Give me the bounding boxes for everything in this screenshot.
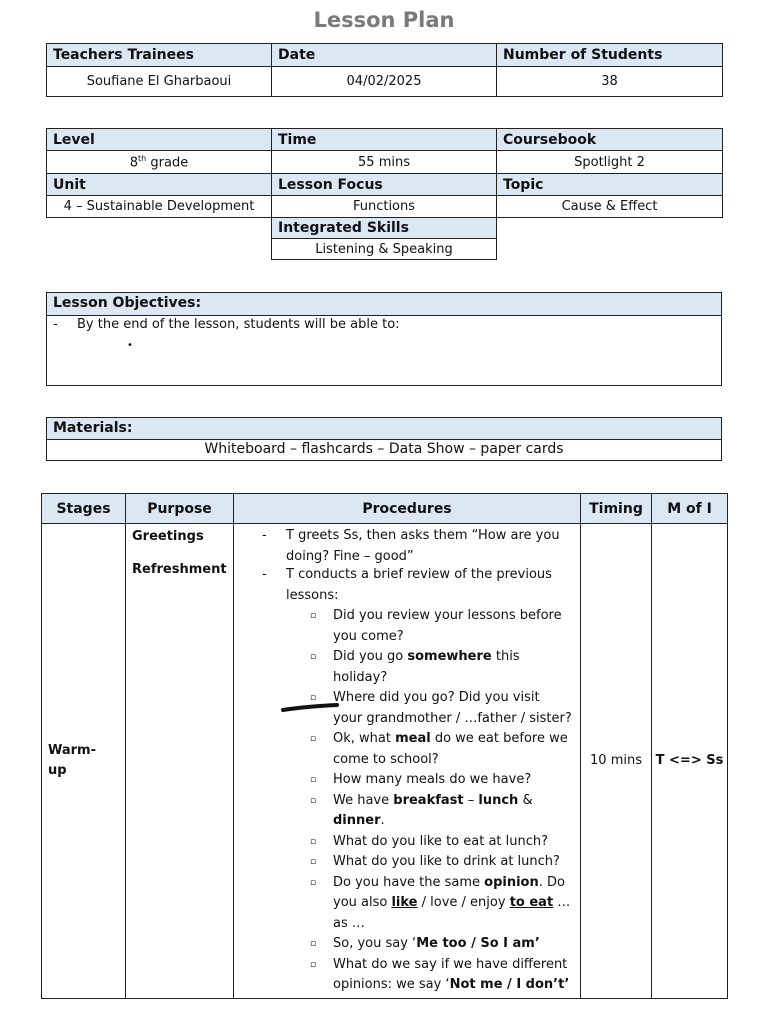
level-header: Level bbox=[47, 129, 272, 151]
trainee-name: Soufiane El Gharbaoui bbox=[47, 67, 272, 97]
lesson-focus-value: Functions bbox=[272, 196, 497, 218]
integrated-skills-header: Integrated Skills bbox=[272, 218, 497, 239]
coursebook-value: Spotlight 2 bbox=[497, 151, 723, 174]
review-question: ▫ Ok, what meal do we eat before we come to school? bbox=[310, 731, 568, 767]
purpose-header: Purpose bbox=[126, 494, 234, 524]
review-question: ▫ We have breakfast – lunch & dinner. bbox=[310, 792, 533, 828]
time-value: 55 mins bbox=[272, 151, 497, 174]
objective-intro: - By the end of the lesson, students will be able to: bbox=[53, 317, 400, 332]
procedures-header: Procedures bbox=[234, 494, 581, 524]
stage-label: Warm-up bbox=[48, 742, 97, 778]
review-question: ▫ How many meals do we have? bbox=[310, 772, 532, 787]
materials-header: Materials: bbox=[47, 418, 721, 440]
dash-marker: - bbox=[53, 317, 58, 332]
pen-stroke-mark bbox=[281, 701, 341, 715]
procedure-table bbox=[41, 493, 728, 999]
topic-header: Topic bbox=[497, 174, 723, 196]
date-header: Date bbox=[272, 44, 497, 67]
review-question: ▫ Did you go somewhere this holiday? bbox=[310, 649, 520, 685]
stages-header: Stages bbox=[42, 494, 126, 524]
stage-cell bbox=[42, 524, 126, 999]
timing-value: 10 mins bbox=[581, 524, 652, 999]
number-of-students-header: Number of Students bbox=[497, 44, 723, 67]
review-question: ▫ Where did you go? Did you visit your grandmother / …father / sister? bbox=[310, 690, 572, 726]
unit-header: Unit bbox=[47, 174, 272, 196]
review-question: ▫ What do we say if we have different opinions: we say ‘Not me / I don’t’ bbox=[310, 956, 570, 992]
coursebook-header: Coursebook bbox=[497, 129, 723, 151]
lesson-info-table bbox=[46, 128, 723, 260]
integrated-skills-value: Listening & Speaking bbox=[272, 239, 497, 260]
unit-value: 4 – Sustainable Development bbox=[47, 196, 272, 218]
review-question: ▫ Do you have the same opinion. Do you also like / love / enjoy to eat … as … bbox=[310, 874, 571, 931]
purpose-refreshment: Refreshment bbox=[132, 562, 227, 577]
purpose-cell bbox=[126, 524, 234, 999]
teachers-trainees-header: Teachers Trainees bbox=[47, 44, 272, 67]
lesson-objectives-box bbox=[46, 292, 722, 386]
procedures-cell bbox=[234, 524, 581, 999]
review-question: ▫ Did you review your lessons before you come? bbox=[310, 608, 562, 644]
materials-box bbox=[46, 417, 722, 461]
procedure-step: - T conducts a brief review of the previous lessons: bbox=[262, 567, 552, 603]
materials-list: Whiteboard – flashcards – Data Show – paper cards bbox=[204, 441, 564, 457]
students-count: 38 bbox=[497, 67, 723, 97]
review-question: ▫ What do you like to drink at lunch? bbox=[310, 854, 560, 869]
time-header: Time bbox=[272, 129, 497, 151]
review-question: ▫ What do you like to eat at lunch? bbox=[310, 833, 549, 849]
procedure-step: - T greets Ss, then asks them “How are you doing? Fine – good” bbox=[262, 528, 560, 564]
timing-header: Timing bbox=[581, 494, 652, 524]
review-question: ▫ So, you say ‘Me too / So I am’ bbox=[310, 936, 540, 951]
mode-of-interaction-header: M of I bbox=[652, 494, 728, 524]
topic-value: Cause & Effect bbox=[497, 196, 723, 218]
empty-objective-bullet: • bbox=[127, 340, 133, 351]
mode-of-interaction-value: T <=> Ss bbox=[652, 524, 728, 999]
lesson-objectives-header: Lesson Objectives: bbox=[47, 293, 721, 316]
purpose-greetings: Greetings bbox=[132, 529, 204, 544]
page-title: Lesson Plan bbox=[313, 8, 455, 32]
trainee-info-table bbox=[46, 43, 723, 97]
date-value: 04/02/2025 bbox=[272, 67, 497, 97]
level-value: 8th grade bbox=[47, 151, 272, 174]
lesson-focus-header: Lesson Focus bbox=[272, 174, 497, 196]
